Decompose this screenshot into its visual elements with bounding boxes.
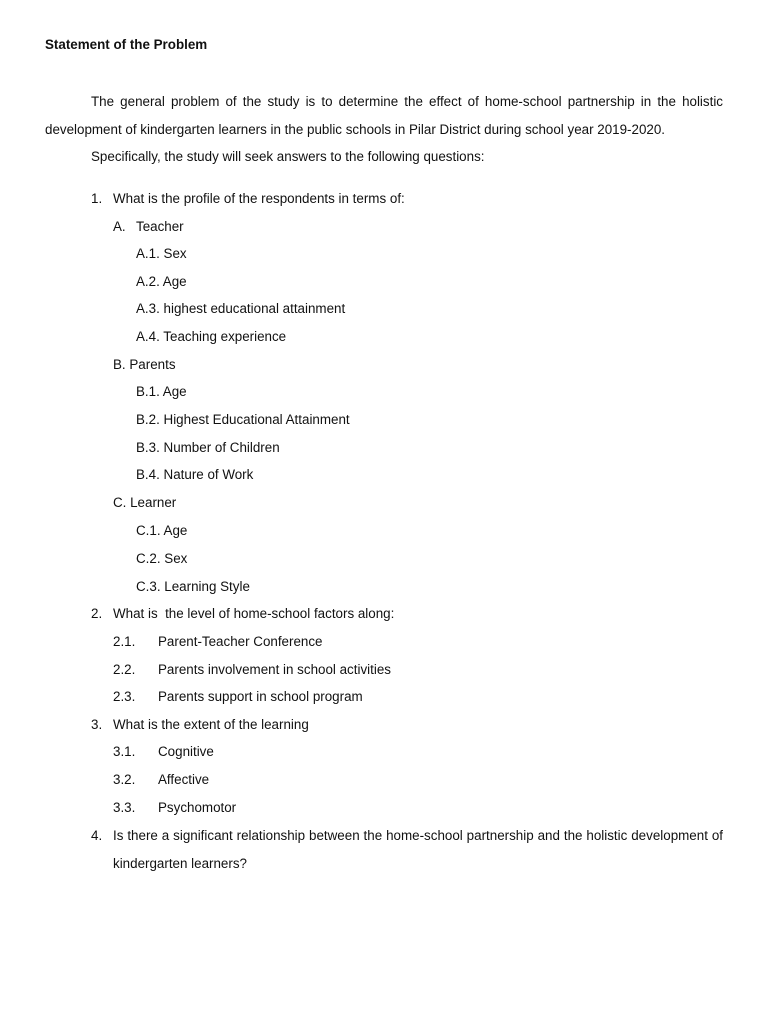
question-1-number: 1.	[91, 191, 103, 206]
section-heading: Statement of the Problem	[45, 37, 208, 52]
subsection-a-label: A.	[113, 219, 126, 234]
list-item-3-2-number: 3.2.	[113, 772, 136, 787]
question-4-number: 4.	[91, 828, 103, 843]
list-item-2-3-text: Parents support in school program	[158, 689, 363, 704]
question-4-text: Is there a significant relationship between the home-school partnership and the holistic development of kindergarten learners?	[113, 828, 723, 871]
question-1-text: What is the profile of the respondents in terms of:	[113, 191, 405, 206]
subsection-b-label: B. Parents	[113, 357, 176, 372]
list-item-b2: B.2. Highest Educational Attainment	[136, 412, 350, 427]
list-item-2-3-number: 2.3.	[113, 689, 136, 704]
list-item-3-3-text: Psychomotor	[158, 800, 237, 815]
list-item-a1: A.1. Sex	[136, 246, 187, 261]
list-item-3-2-text: Affective	[158, 772, 210, 787]
list-item-2-2-number: 2.2.	[113, 662, 136, 677]
question-2-text: What is the level of home-school factors along:	[113, 606, 395, 621]
list-item-3-1-text: Cognitive	[158, 744, 214, 759]
list-item-c1: C.1. Age	[136, 523, 188, 538]
specific-sentence: Specifically, the study will seek answers to the following questions:	[91, 149, 485, 164]
list-item-c2: C.2. Sex	[136, 551, 188, 566]
list-item-a4: A.4. Teaching experience	[136, 329, 287, 344]
list-item-2-1-text: Parent-Teacher Conference	[158, 634, 323, 649]
list-item-3-3-number: 3.3.	[113, 800, 136, 815]
list-item-3-1-number: 3.1.	[113, 744, 136, 759]
question-2-number: 2.	[91, 606, 103, 621]
list-item-b1: B.1. Age	[136, 384, 187, 399]
subsection-c-label: C. Learner	[113, 495, 177, 510]
list-item-b4: B.4. Nature of Work	[136, 467, 254, 482]
list-item-2-1-number: 2.1.	[113, 634, 136, 649]
list-item-c3: C.3. Learning Style	[136, 579, 250, 594]
list-item-2-2-text: Parents involvement in school activities	[158, 662, 391, 677]
subsection-a-text: Teacher	[136, 219, 184, 234]
list-item-a3: A.3. highest educational attainment	[136, 301, 346, 316]
intro-paragraph: The general problem of the study is to determine the effect of home-school partnership in the holistic development of kindergarten learners in the public schools in Pilar District during school year 2019-2020.	[45, 94, 723, 137]
list-item-b3: B.3. Number of Children	[136, 440, 280, 455]
list-item-a2: A.2. Age	[136, 274, 187, 289]
question-3-number: 3.	[91, 717, 103, 732]
question-3-text: What is the extent of the learning	[113, 717, 309, 732]
